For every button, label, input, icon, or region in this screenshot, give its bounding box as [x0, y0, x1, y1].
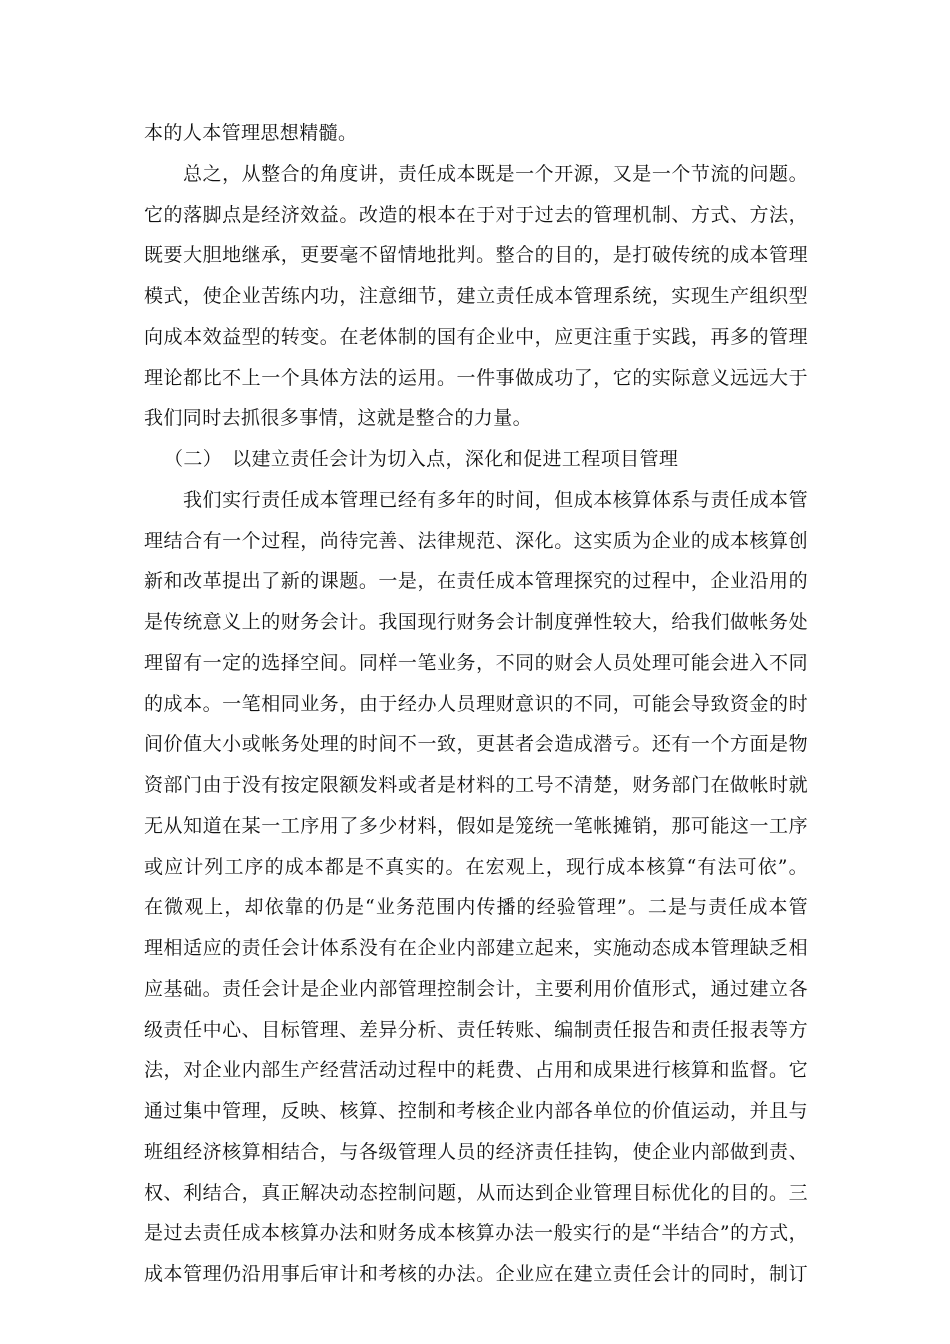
text-line: 法，对企业内部生产经营活动过程中的耗费、占用和成果进行核算和监督。它	[144, 1059, 808, 1082]
text-line: 理结合有一个过程，尚待完善、法律规范、深化。这实质为企业的成本核算创	[144, 529, 808, 552]
text-line: 无从知道在某一工序用了多少材料，假如是笼统一笔帐摊销，那可能这一工序	[144, 814, 808, 837]
text-line: 是过去责任成本核算办法和财务成本核算办法一般实行的是“半结合”的方式，	[144, 1222, 808, 1245]
section-heading: （二） 以建立责任会计为切入点，深化和促进工程项目管理	[164, 448, 679, 470]
text-line: 它的落脚点是经济效益。改造的根本在于对于过去的管理机制、方式、方法，	[144, 203, 808, 226]
text-line: 级责任中心、目标管理、差异分析、责任转账、编制责任报告和责任报表等方	[144, 1018, 808, 1041]
body-text	[144, 113, 808, 1295]
text-line: 本的人本管理思想精髓。	[144, 122, 358, 144]
text-line: 新和改革提出了新的课题。一是，在责任成本管理探究的过程中，企业沿用的	[144, 570, 808, 593]
text-line: 或应计列工序的成本都是不真实的。在宏观上，现行成本核算“有法可依”。	[144, 855, 808, 878]
text-line: 是传统意义上的财务会计。我国现行财务会计制度弹性较大，给我们做帐务处	[144, 611, 808, 633]
text-line: 我们同时去抓很多事情，这就是整合的力量。	[144, 407, 533, 430]
text-line: 模式，使企业苦练内功，注意细节，建立责任成本管理系统，实现生产组织型	[144, 285, 808, 307]
text-line: 间价值大小或帐务处理的时间不一致，更甚者会造成潜亏。还有一个方面是物	[144, 733, 808, 756]
text-line: 班组经济核算相结合，与各级管理人员的经济责任挂钩，使企业内部做到责、	[144, 1140, 808, 1163]
text-line: 理论都比不上一个具体方法的运用。一件事做成功了，它的实际意义远远大于	[144, 366, 808, 389]
text-line: 既要大胆地继承，更要毫不留情地批判。整合的目的，是打破传统的成本管理	[144, 244, 808, 267]
text-line: 权、利结合，真正解决动态控制问题，从而达到企业管理目标优化的目的。三	[144, 1181, 808, 1204]
text-line: 成本管理仍沿用事后审计和考核的办法。企业应在建立责任会计的同时，制订	[144, 1263, 808, 1285]
text-line: 理留有一定的选择空间。同样一笔业务，不同的财会人员处理可能会进入不同	[144, 651, 808, 674]
text-line: 向成本效益型的转变。在老体制的国有企业中，应更注重于实践，再多的管理	[144, 325, 808, 348]
text-line: 理相适应的责任会计体系没有在企业内部建立起来，实施动态成本管理缺乏相	[144, 937, 808, 959]
text-line: 应基础。责任会计是企业内部管理控制会计，主要利用价值形式，通过建立各	[144, 977, 808, 1000]
paragraph-start-line: 总之，从整合的角度讲，责任成本既是一个开源，又是一个节流的问题。	[183, 162, 808, 185]
paragraph-start-line: 我们实行责任成本管理已经有多年的时间，但成本核算体系与责任成本管	[183, 488, 808, 511]
text-line: 在微观上，却依靠的仍是“业务范围内传播的经验管理”。二是与责任成本管	[144, 896, 808, 919]
text-line: 通过集中管理，反映、核算、控制和考核企业内部各单位的价值运动，并且与	[144, 1100, 808, 1122]
text-line: 的成本。一笔相同业务，由于经办人员理财意识的不同，可能会导致资金的时	[144, 692, 808, 715]
text-line: 资部门由于没有按定限额发料或者是材料的工号不清楚，财务部门在做帐时就	[144, 774, 808, 796]
